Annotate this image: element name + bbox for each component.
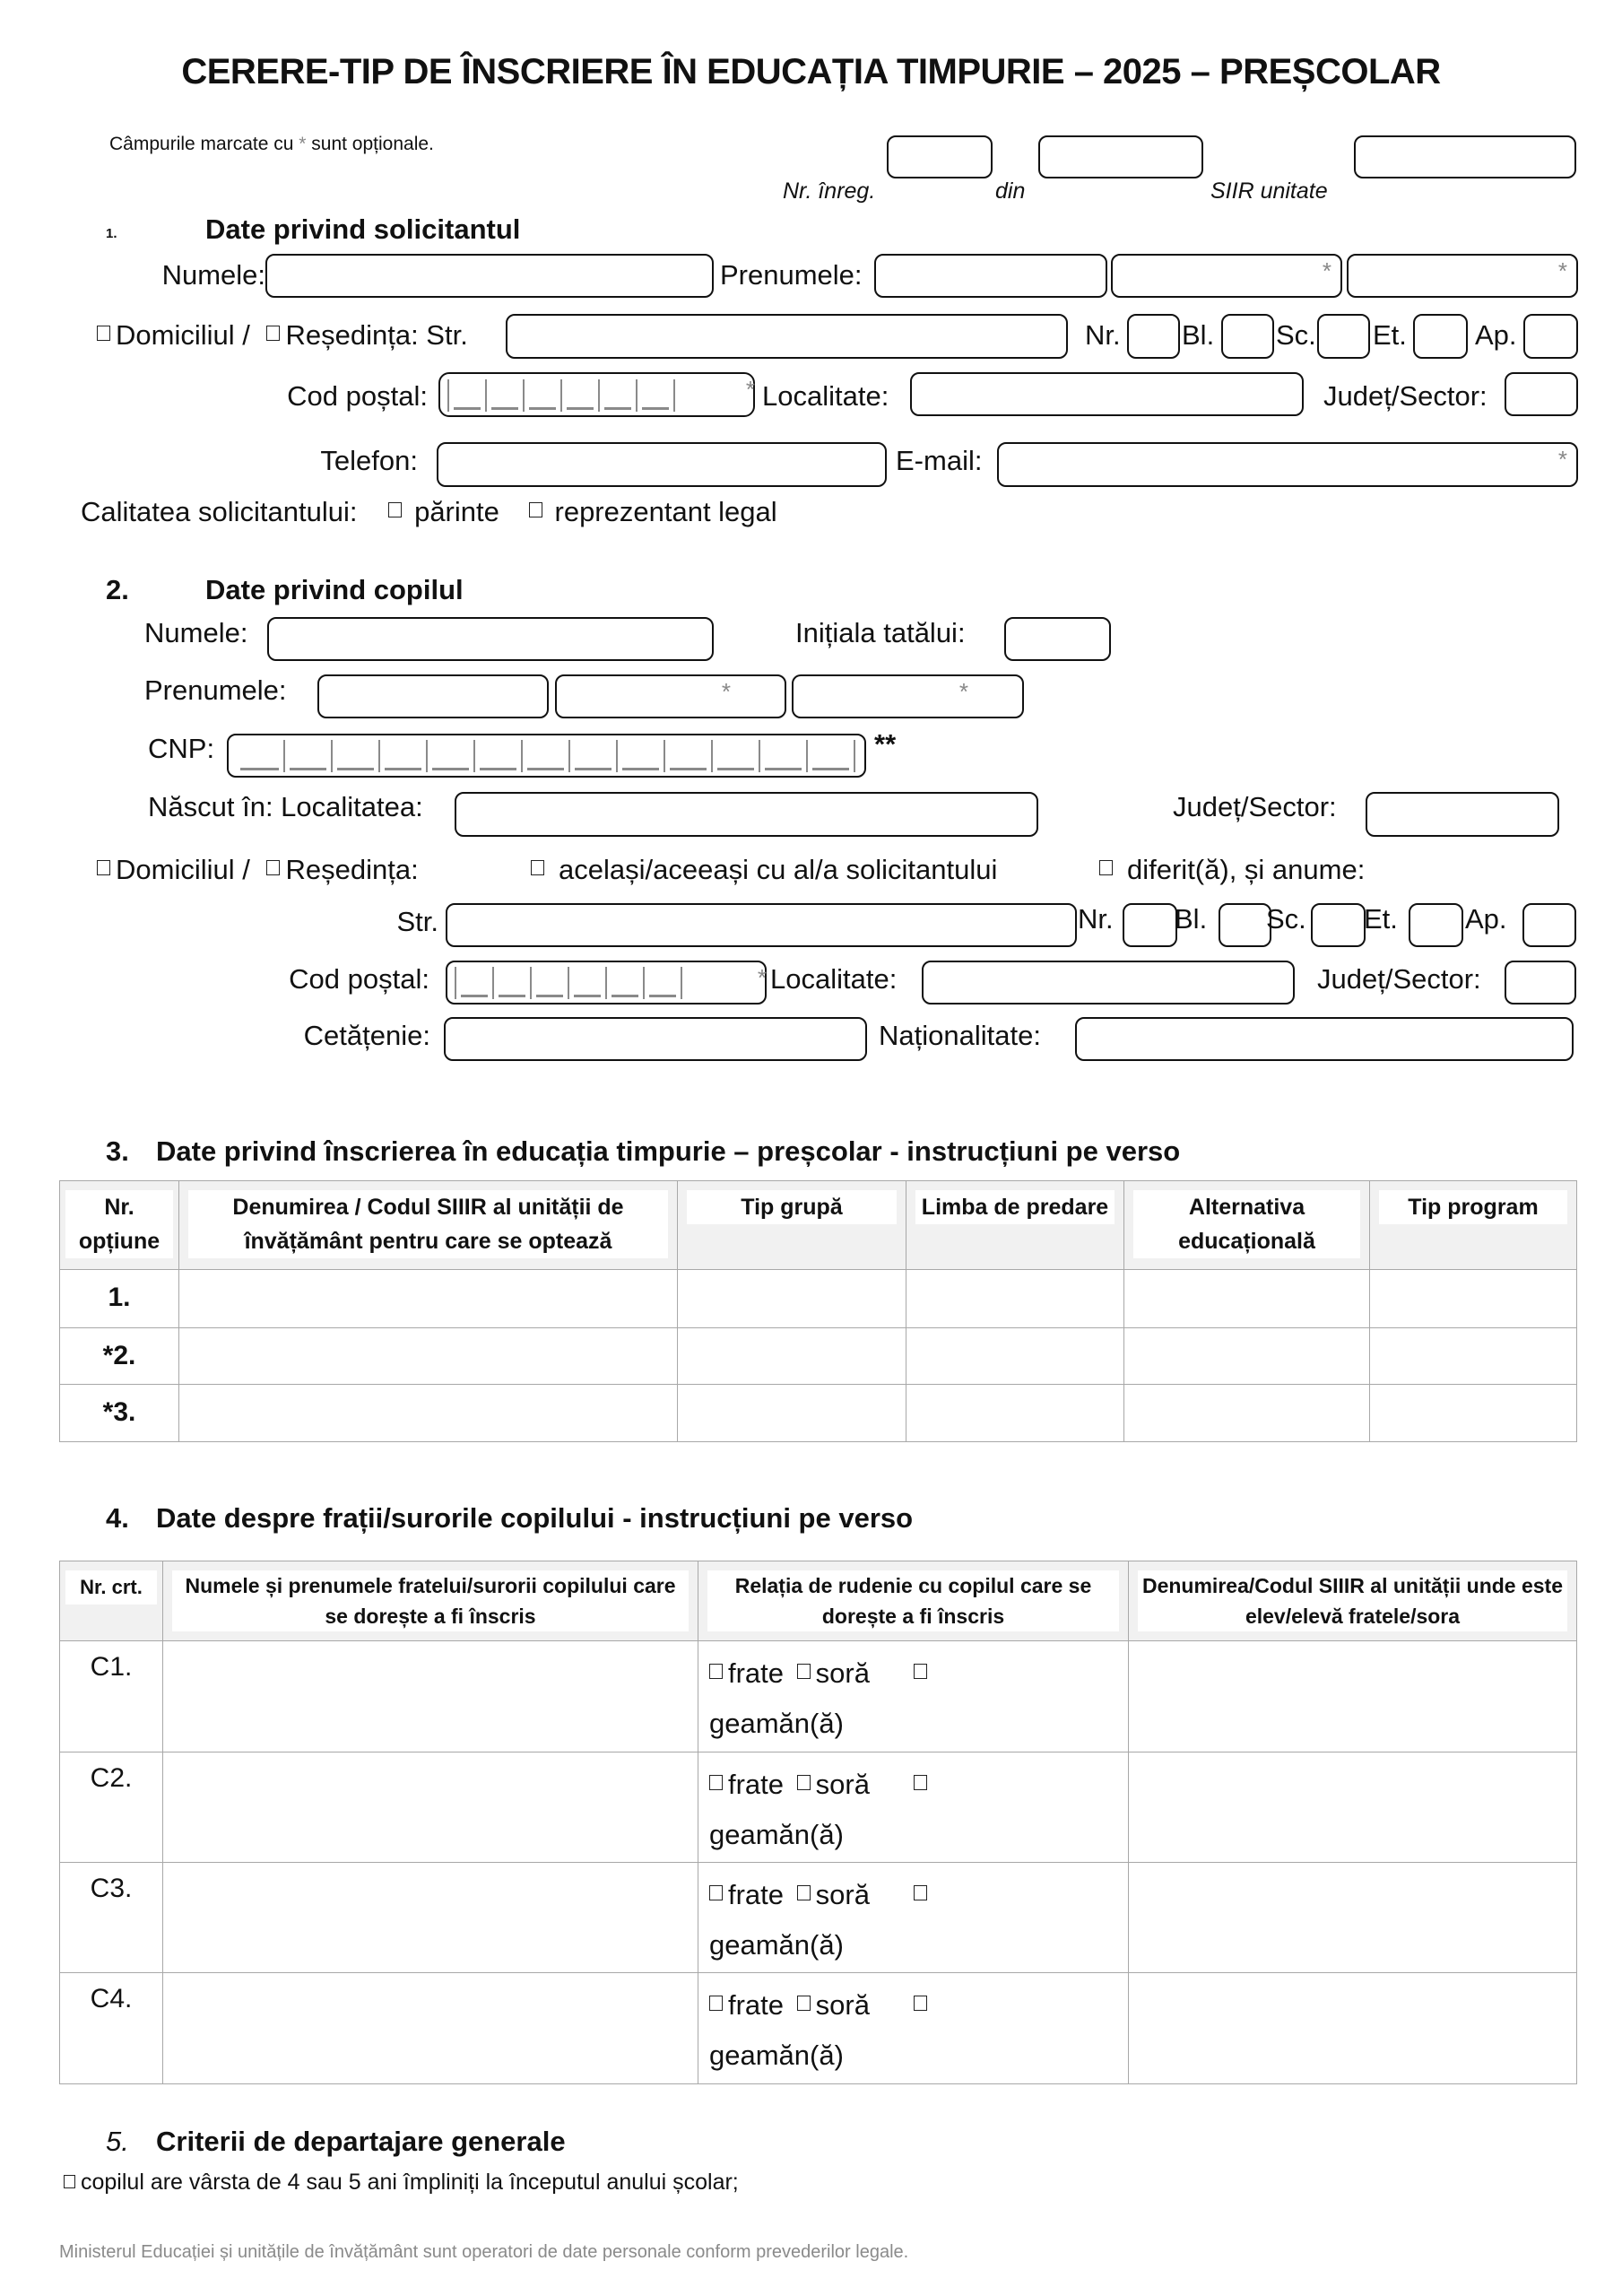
sibling-unit-cell[interactable] (1129, 1863, 1577, 1973)
language-cell[interactable] (906, 1270, 1124, 1328)
applicant-firstname-field-1[interactable] (874, 254, 1107, 298)
child-ap-field[interactable] (1522, 903, 1576, 947)
col-header-nr-crt: Nr. crt. (60, 1561, 163, 1641)
applicant-street-field[interactable] (506, 314, 1068, 359)
optional-fields-note (109, 134, 434, 155)
option-number: *3. (60, 1385, 179, 1442)
postal-code-cells (447, 379, 675, 412)
section1-title: Date privind solicitantul (205, 213, 521, 245)
child-sc-field[interactable] (1311, 903, 1366, 947)
sibling-unit-cell[interactable] (1129, 1641, 1577, 1752)
child-postal-field[interactable] (446, 961, 767, 1004)
child-street-field[interactable] (446, 903, 1077, 947)
brother-label: frate (728, 1989, 785, 2021)
registration-date-field[interactable] (1038, 135, 1203, 178)
child-bl-field[interactable] (1219, 903, 1271, 947)
child-county-field[interactable] (1505, 961, 1576, 1004)
table-row (60, 1973, 1577, 2084)
registration-date-label: din (995, 178, 1026, 204)
child-sc-label: Sc. (1266, 903, 1306, 935)
enrollment-options-table (59, 1180, 1577, 1442)
different-address-option (1099, 852, 1365, 888)
col-header-unit: Denumirea / Codul SIIIR al unității de învățământ pentru care se optează (179, 1181, 678, 1270)
applicant-ap-label: Ap. (1475, 319, 1517, 351)
option-number: 1. (60, 1270, 179, 1328)
sibling-number: C1. (60, 1641, 163, 1752)
group-type-cell[interactable] (678, 1328, 906, 1385)
child-nr-field[interactable] (1123, 903, 1177, 947)
unit-cell[interactable] (179, 1328, 678, 1385)
sister-label: soră (815, 1769, 870, 1800)
siblings-table (59, 1561, 1577, 2084)
sibling-name-cell[interactable] (163, 1973, 698, 2084)
legal-rep-checkbox[interactable] (529, 502, 542, 517)
brother-checkbox[interactable] (709, 1664, 723, 1679)
alternative-cell[interactable] (1124, 1328, 1370, 1385)
applicant-nr-label: Nr. (1085, 319, 1121, 351)
child-firstname-field-3[interactable] (792, 674, 1024, 718)
footer-note: Ministerul Educației și unitățile de învățământ sunt operatori de date personale conform prevederilor legale. (59, 2242, 909, 2262)
child-ap-label: Ap. (1465, 903, 1507, 935)
col-header-relation: Relația de rudenie cu copilul care se dorește a fi înscris (698, 1561, 1129, 1641)
sister-label: soră (815, 1657, 870, 1689)
sister-checkbox[interactable] (797, 1996, 811, 2011)
optional-star: * (299, 134, 307, 154)
applicant-quality (81, 494, 777, 530)
twin-label: geamăn(ă) (709, 1929, 844, 1961)
nationality-label: Naționalitate: (879, 1020, 1041, 1051)
cnp-cells (236, 740, 855, 772)
relation-cell (698, 1863, 1129, 1973)
col-header-sibling-unit: Denumirea/Codul SIIIR al unității unde este elev/elevă fratele/sora (1129, 1561, 1577, 1641)
sibling-name-cell[interactable] (163, 1863, 698, 1973)
brother-checkbox[interactable] (709, 1775, 723, 1790)
child-domiciliul-checkbox[interactable] (97, 860, 110, 875)
applicant-sc-label: Sc. (1276, 319, 1316, 351)
applicant-email-label: E-mail: (896, 445, 983, 476)
child-et-label: Et. (1364, 903, 1398, 935)
unit-cell[interactable] (179, 1270, 678, 1328)
applicant-postal-label: Cod poștal: (287, 380, 428, 412)
child-resedinta-checkbox[interactable] (266, 860, 280, 875)
alternative-cell[interactable] (1124, 1270, 1370, 1328)
sibling-unit-cell[interactable] (1129, 1973, 1577, 2084)
domiciliul-label: Domiciliul / (116, 319, 250, 351)
optional-star: * (958, 678, 968, 705)
sibling-unit-cell[interactable] (1129, 1752, 1577, 1863)
criterion-label: copilul are vârsta de 4 sau 5 ani împliniți la începutul anului școlar; (81, 2170, 739, 2195)
twin-checkbox[interactable] (914, 1664, 927, 1679)
twin-label: geamăn(ă) (709, 2039, 844, 2071)
child-postal-label: Cod poștal: (289, 963, 429, 995)
brother-label: frate (728, 1769, 785, 1800)
col-header-language: Limba de predare (906, 1181, 1124, 1270)
table-row (60, 1328, 1577, 1385)
parent-label: părinte (414, 496, 499, 527)
cnp-label: CNP: (148, 733, 215, 764)
program-type-cell[interactable] (1370, 1328, 1577, 1385)
child-lastname-field[interactable] (267, 617, 714, 661)
birth-county-label: Județ/Sector: (1173, 791, 1337, 822)
sister-checkbox[interactable] (797, 1885, 811, 1900)
child-firstname-field-2[interactable] (555, 674, 786, 718)
domiciliul-checkbox[interactable] (97, 326, 110, 341)
twin-label: geamăn(ă) (709, 1819, 844, 1850)
section4-title: Date despre frații/surorile copilului - instrucțiuni pe verso (156, 1502, 914, 1534)
same-address-option (531, 852, 997, 888)
applicant-locality-label: Localitate: (762, 380, 889, 412)
parent-checkbox[interactable] (388, 502, 402, 517)
applicant-firstname-field-2[interactable] (1111, 254, 1342, 298)
language-cell[interactable] (906, 1328, 1124, 1385)
relation-cell (698, 1973, 1129, 2084)
section5-number: 5. (106, 2126, 129, 2157)
section3-number: 3. (106, 1135, 129, 1167)
registration-number-label: Nr. înreg. (783, 178, 876, 204)
child-lastname-label: Numele: (144, 617, 248, 648)
optional-star: * (1322, 257, 1331, 284)
section2-title: Date privind copilul (205, 574, 464, 605)
child-et-field[interactable] (1409, 903, 1463, 947)
twin-checkbox[interactable] (914, 1996, 927, 2011)
applicant-phone-label: Telefon: (320, 445, 418, 476)
applicant-ap-field[interactable] (1523, 314, 1578, 359)
applicant-postal-field[interactable] (438, 372, 755, 417)
col-header-group-type: Tip grupă (678, 1181, 906, 1270)
brother-checkbox[interactable] (709, 1885, 723, 1900)
applicant-bl-field[interactable] (1221, 314, 1274, 359)
group-type-cell[interactable] (678, 1385, 906, 1442)
birth-county-field[interactable] (1366, 792, 1559, 837)
applicant-bl-label: Bl. (1182, 319, 1215, 351)
note-text-before: Câmpurile marcate cu (109, 134, 299, 154)
child-bl-label: Bl. (1175, 903, 1208, 935)
same-address-label: același/aceeași cu al/a solicitantului (559, 854, 998, 885)
applicant-sc-field[interactable] (1317, 314, 1370, 359)
sibling-name-cell[interactable] (163, 1641, 698, 1752)
nationality-field[interactable] (1075, 1017, 1574, 1061)
different-address-label: diferit(ă), și anume: (1127, 854, 1366, 885)
cnp-field[interactable] (227, 734, 866, 778)
optional-star: * (721, 678, 731, 705)
table-row (60, 1270, 1577, 1328)
criterion-checkbox[interactable] (64, 2175, 75, 2188)
section4-number: 4. (106, 1502, 129, 1534)
form-title: CERERE-TIP DE ÎNSCRIERE ÎN EDUCAȚIA TIMPURIE – 2025 – PREȘCOLAR (181, 52, 1441, 91)
child-resedinta-label: Reședința: (285, 854, 419, 885)
applicant-firstname-field-3[interactable] (1347, 254, 1578, 298)
option-number: *2. (60, 1328, 179, 1385)
section1-number: 1. (106, 226, 117, 241)
father-initial-label: Inițiala tatălui: (795, 617, 966, 648)
optional-star: * (757, 964, 767, 991)
resedinta-label: Reședința: Str. (285, 319, 468, 351)
criterion-item (64, 2170, 739, 2196)
child-domiciliul-label: Domiciliul / (116, 854, 250, 885)
section3-title: Date privind înscrierea în educația timpurie – preșcolar - instrucțiuni pe verso (156, 1135, 1181, 1167)
sister-label: soră (815, 1879, 870, 1910)
child-locality-label: Localitate: (770, 963, 898, 995)
language-cell[interactable] (906, 1385, 1124, 1442)
sibling-number: C4. (60, 1973, 163, 2084)
optional-star: * (1557, 446, 1567, 473)
child-firstname-label: Prenumele: (144, 674, 287, 706)
program-type-cell[interactable] (1370, 1385, 1577, 1442)
brother-label: frate (728, 1657, 785, 1689)
brother-label: frate (728, 1879, 785, 1910)
applicant-phone-field[interactable] (437, 442, 887, 487)
sibling-number: C2. (60, 1752, 163, 1863)
col-header-sibling-name: Numele și prenumele fratelui/surorii copilului care se dorește a fi înscris (163, 1561, 698, 1641)
relation-cell (698, 1752, 1129, 1863)
table-header-row (60, 1561, 1577, 1641)
sister-checkbox[interactable] (797, 1775, 811, 1790)
brother-checkbox[interactable] (709, 1996, 723, 2011)
applicant-et-label: Et. (1373, 319, 1407, 351)
applicant-quality-label: Calitatea solicitantului: (81, 496, 358, 527)
table-row (60, 1641, 1577, 1752)
applicant-et-field[interactable] (1413, 314, 1468, 359)
optional-star: * (745, 376, 755, 403)
applicant-lastname-field[interactable] (265, 254, 714, 298)
citizenship-field[interactable] (444, 1017, 867, 1061)
applicant-county-label: Județ/Sector: (1323, 380, 1488, 412)
child-county-label: Județ/Sector: (1317, 963, 1481, 995)
citizenship-label: Cetățenie: (303, 1020, 430, 1051)
same-address-checkbox[interactable] (531, 860, 544, 875)
section2-number: 2. (106, 574, 129, 605)
table-header-row (60, 1181, 1577, 1270)
applicant-county-field[interactable] (1505, 372, 1578, 416)
table-row (60, 1385, 1577, 1442)
child-locality-field[interactable] (922, 961, 1295, 1004)
applicant-email-field[interactable] (997, 442, 1578, 487)
twin-checkbox[interactable] (914, 1775, 927, 1790)
twin-label: geamăn(ă) (709, 1708, 844, 1739)
applicant-nr-field[interactable] (1127, 314, 1180, 359)
siiir-unit-label: SIIR unitate (1210, 178, 1328, 204)
alternative-cell[interactable] (1124, 1385, 1370, 1442)
birthplace-label: Născut în: Localitatea: (148, 791, 423, 822)
cnp-required-note: ** (874, 728, 897, 760)
applicant-address-type (97, 317, 468, 353)
applicant-firstname-label: Prenumele: (720, 259, 863, 291)
child-address-type (97, 852, 419, 888)
twin-checkbox[interactable] (914, 1885, 927, 1900)
child-firstname-field-1[interactable] (317, 674, 549, 718)
father-initial-field[interactable] (1004, 617, 1111, 661)
sister-label: soră (815, 1989, 870, 2021)
child-postal-code-cells (455, 967, 682, 999)
section5-title: Criterii de departajare generale (156, 2126, 566, 2157)
program-type-cell[interactable] (1370, 1270, 1577, 1328)
applicant-lastname-label: Numele: (161, 259, 265, 291)
relation-cell (698, 1641, 1129, 1752)
registration-number-field[interactable] (887, 135, 993, 178)
note-text-after: sunt opționale. (306, 134, 434, 154)
table-row (60, 1752, 1577, 1863)
birthplace-field[interactable] (455, 792, 1038, 837)
different-address-checkbox[interactable] (1099, 860, 1113, 875)
table-row (60, 1863, 1577, 1973)
applicant-locality-field[interactable] (910, 372, 1304, 416)
group-type-cell[interactable] (678, 1270, 906, 1328)
legal-rep-label: reprezentant legal (554, 496, 777, 527)
col-header-program-type: Tip program (1370, 1181, 1577, 1270)
siiir-unit-field[interactable] (1354, 135, 1576, 178)
col-header-nr: Nr. opțiune (60, 1181, 179, 1270)
unit-cell[interactable] (179, 1385, 678, 1442)
child-street-label: Str. (396, 906, 438, 937)
optional-star: * (1557, 257, 1567, 284)
sibling-number: C3. (60, 1863, 163, 1973)
col-header-alternative: Alternativa educațională (1124, 1181, 1370, 1270)
child-nr-label: Nr. (1078, 903, 1114, 935)
resedinta-checkbox[interactable] (266, 326, 280, 341)
sibling-name-cell[interactable] (163, 1752, 698, 1863)
sister-checkbox[interactable] (797, 1664, 811, 1679)
